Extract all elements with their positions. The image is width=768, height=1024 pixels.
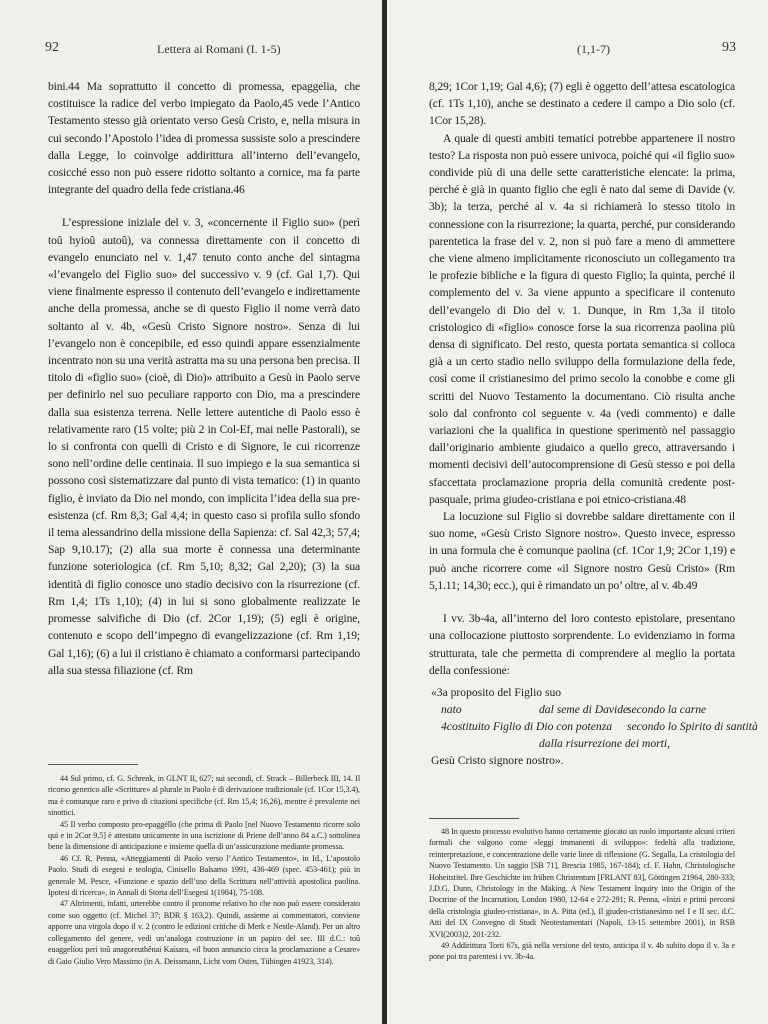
footnote: 46 Cf. R. Penna, «Atteggiamenti di Paolo verso l’Antico Testamento», in Id., L’apostolo Paolo. Studi di esegesi e teologia, Cinisello Balsamo 1991, 436-469 (spec. 453-461); più in generale M. Pesce, «Funzione e spazio dell’uso della Scrittura nell’attività apostolica paolina. Ipotesi di ricerca», in Annali di Storia dell’Esegesi 1(1984), 75-108.: [48, 853, 360, 898]
right-page-header: [427, 40, 736, 60]
structure-cell: dal seme di Davide: [539, 703, 629, 716]
left-footnotes: [48, 773, 360, 967]
structure-line: dalla risurrezione dei morti,: [539, 737, 670, 750]
footnote: 44 Sul primo, cf. G. Schrenk, in GLNT II, 627; sui secondi, cf. Strack – Billerbeck III, 14. Il ricorso generico alle «Scritture» al plurale in Paolo è di derivazione tradizionale (cf. 1Cor 15,3.4), ma è comunque raro e privo di citazioni specifiche (cf. Rm 15,4; 16,26), mentre è prevalente nei sinottici.: [48, 774, 360, 818]
structure-cell: secondo lo Spirito di santità: [627, 720, 758, 733]
running-head: Lettera ai Romani (I. 1-5): [157, 42, 281, 56]
left-page-header: [45, 40, 360, 60]
structured-confession: [431, 684, 758, 769]
right-body-text: [429, 78, 735, 679]
structure-cell: nato: [441, 703, 462, 716]
page-number: 93: [722, 40, 736, 55]
left-page: [0, 0, 382, 1024]
paragraph: La locuzione sul Figlio si dovrebbe saldare direttamente con il suo nome, «Gesù Cristo Signore nostro». Questo invece, espresso in una formula che è comunque paolina (cf. 1Cor 1,9; 2Cor 1,19) e può anche ricorrere come «il Signore nostro Gesù Cristo» (Rm 5,1.11; 14,30; ecc.), qui è rimandato un po’ oltre, al v. 4b.49: [429, 510, 735, 592]
structure-cell: secondo la carne: [627, 703, 707, 716]
paragraph: L’espressione iniziale del v. 3, «concernente il Figlio suo» (perì toû hyioû autoû), va connessa direttamente con il concetto di evangelo enunciato nel v. 1,47 tenuto conto anche del sintagma «l’evangelo del Figlio suo» del successivo v. 9 (cf. Gal 1,7). Qui viene finalmente espresso il contenuto dell’evangelo e indirettamente anche della promessa, anche se di questo Figlio il nome verrà dato soltanto al v. 4b, «Gesù Cristo Signore nostro». Senza di lui l’evangelo non è concepibile, ed esso quindi appare essenzialmente incentrato non su una verità astratta ma su una persona ben precisa. Il titolo di «figlio suo» (cioè, di Dio)» attribuito a Gesù in Paolo serve per definirlo nel suo peculiare rapporto con Dio, ma a prescindere dalla sua esistenza terrena. Nelle lettere autentiche di Paolo esso è relativamente raro (15 volte; più 2 in Col-Ef, mai nelle Pastorali), se lo si confronta con quelli di Cristo e di Signore, le cui ricorrenze sono nell’ordine delle centinaia. Il suo impiego e la sua semantica si possono così sistematizzare dal punto di vista tematico: (1) in quanto figlio, è inviato da Dio nel mondo, con implicita l’idea della sua pre-esistenza (cf. Rm 8,3; Gal 4,4; in questo caso si profila sullo sfondo il tema alessandrino della missione della Sapienza: cf. Sal 42,3; 57,4; Sap 9,10.17); (2) alla sua morte è connessa una determinante funzione soteriologica (cf. Rm 5,10; 8,32; Gal 2,20); (3) la sua identità di figlio conosce uno stadio decisivo con la risurrezione (cf. Rm 1,4; 1Ts 1,10); (4) in lui si sono globalmente realizzate le promesse salvifiche di Dio (cf. 2Cor 1,19); (5) egli è origine, contenuto e scopo dell’impegno di evangelizzazione (cf. Rm 1,19; Gal 1,16); (6) a lui il cristiano è chiamato a conformarsi partecipando alla sua stessa filiazione (cf. Rm: [48, 216, 360, 677]
footnote-rule: [48, 764, 138, 765]
right-page: [387, 0, 768, 1024]
footnote: 45 Il verbo composto pro-epaggéllo (che prima di Paolo [nel Nuovo Testamento ricorre solo qui e in 2Cor 9,5] è attestato unicamente in una iscrizione di Priene dell’anno 84 a.C.) sottolinea bene la dimensione di anticipazione e insieme quella di un’assicurazione mediante promessa.: [48, 819, 360, 852]
paragraph: A quale di questi ambiti tematici potrebbe appartenere il nostro testo? La risposta non può essere univoca, poiché qui «il figlio suo» condivide più di una delle sette caratteristiche elencate: la prima, perché è già in quanto figlio che egli è nato dal seme di Davide (v. 3b); la terza, perché al v. 4a si richiamerà lo stesso titolo in connessione con la risurrezione; la quarta, perché, pur considerando parentetica la frase del v. 2, non si può fare a meno di ammettere che viene almeno implicitamente riconosciuto un collegamento tra le profezie bibliche e la figura di questo Figlio; la quinta, perché il complemento del v. 3a viene appunto a specificare il contenuto dell’evangelo di Dio del v. 1. Dunque, in Rm 1,3a il titolo cristologico di «figlio» conosce forse la sua ricorrenza paolina più densa di significato. Del resto, questa portata semantica si colloca già a un certo stadio nello sviluppo della formulazione della fede, così come il cristianesimo del primo secolo la conobbe e come gli scritti del Nuovo Testamento la documentano. Ciò risulta anche solo dal confronto col seguente v. 4a (vedi commento) e dalle variazioni che la qualifica in questione sperimentò nel passaggio dall’originario ambiente giudaico a quello greco, attraversando i momenti decisivi dell’autocomprensione di Gesù stesso e poi della sfaccettata proclamazione propria della comunità credente post-pasquale, prima giudeo-cristiana e poi etnico-cristiana.48: [429, 131, 735, 506]
structure-line: Gesù Cristo signore nostro».: [431, 754, 564, 767]
footnote-rule: [429, 818, 519, 819]
paragraph: 8,29; 1Cor 1,19; Gal 4,6); (7) egli è oggetto dell’attesa escatologica (cf. 1Ts 1,10), anche se destinato a cedere il campo a Dio solo (cf. 1Cor 15,28).: [429, 80, 735, 128]
page-number: 92: [45, 40, 59, 55]
running-head: (1,1-7): [577, 42, 610, 56]
footnote: 48 In questo processo evolutivo hanno certamente giocato un ruolo importante alcuni criteri formali che valgono come «leggi immanenti di sviluppo»: fedeltà alla tradizione, reinterpretazione, e concentrazione delle varie linee di riflessione (G. Segalla, La cristologia del Nuovo Testamento. Un saggio [SB 71], Brescia 1985, 167-184); cf. F. Hahn, Christologische Hoheitstitel. Ihre Geschichte im frühen Christentum [FRLANT 83], Göttingen 21964, 280-333; J.D.G. Dunn, Christology in the Making. A New Testament Inquiry into the Origin of the Doctrine of the Incarnation, London 1980, 12-64 e 272-291; R. Penna, «Inizi e primi percorsi della cristologia giudeo-cristiana», in A. Pitta (ed.), Il giudeo-cristianesimo nel I e II sec. d.C. Atti del IX Convegno di Studi Neotestamentari (Napoli, 13-15 settembre 2001), in RSB XVI(2003)2, 201-232.: [429, 827, 735, 939]
right-footnotes: [429, 826, 735, 963]
structure-line: «3a proposito del Figlio suo: [431, 686, 562, 699]
footnote: 47 Altrimenti, infatti, urterebbe contro il pronome relativo ho che non può essere considerato come suo oggetto (cf. Michel 37; BDR § 163,2). Quindi, assieme ai commentatori, conviene apporre una virgola dopo il v. 2 (contro le edizioni critiche di Merk e Nestle-Aland). Per un altro collegamento del genere, vedi un’analoga costruzione in un papiro del sec. III d.C.: toû euaggelíou perì toû anagoreuthênai Kaísara, «il buon annuncio circa la proclamazione a Cesare» di Gaio Giulio Vero Massimo (in A. Deissmann, Licht vom Osten, Tübingen 41923, 314).: [48, 899, 360, 966]
paragraph: bini.44 Ma soprattutto il concetto di promessa, epaggelia, che costituisce la radice del verbo impiegato da Paolo,45 vede l’Antico Testamento stesso già orientato verso Gesù Cristo, e, nella misura in cui secondo l’Apostolo l’idea di promessa sussiste solo a prescindere dalla Legge, lo coinvolge addirittura all’interno dell’evangelo, cosicché esso non può essere ridotto soltanto a cornice, ma fa parte integrante del quadro della fede cristiana.46: [48, 80, 360, 197]
footnote: 49 Addirittura Torti 67s, già nella versione del testo, anticipa il v. 4b subito dopo il v. 3a e pone poi tra parentesi i vv. 3b-4a.: [429, 941, 735, 962]
left-body-text: [48, 78, 360, 679]
paragraph: I vv. 3b-4a, all’interno del loro contesto epistolare, presentano una collocazione piuttosto sorprendente. Lo evidenziamo in forma strutturata, tale che permetta di comprendere al meglio la portata della confessione:: [429, 612, 735, 677]
structure-cell: 4costituito Figlio di Dio con potenza: [441, 720, 612, 733]
